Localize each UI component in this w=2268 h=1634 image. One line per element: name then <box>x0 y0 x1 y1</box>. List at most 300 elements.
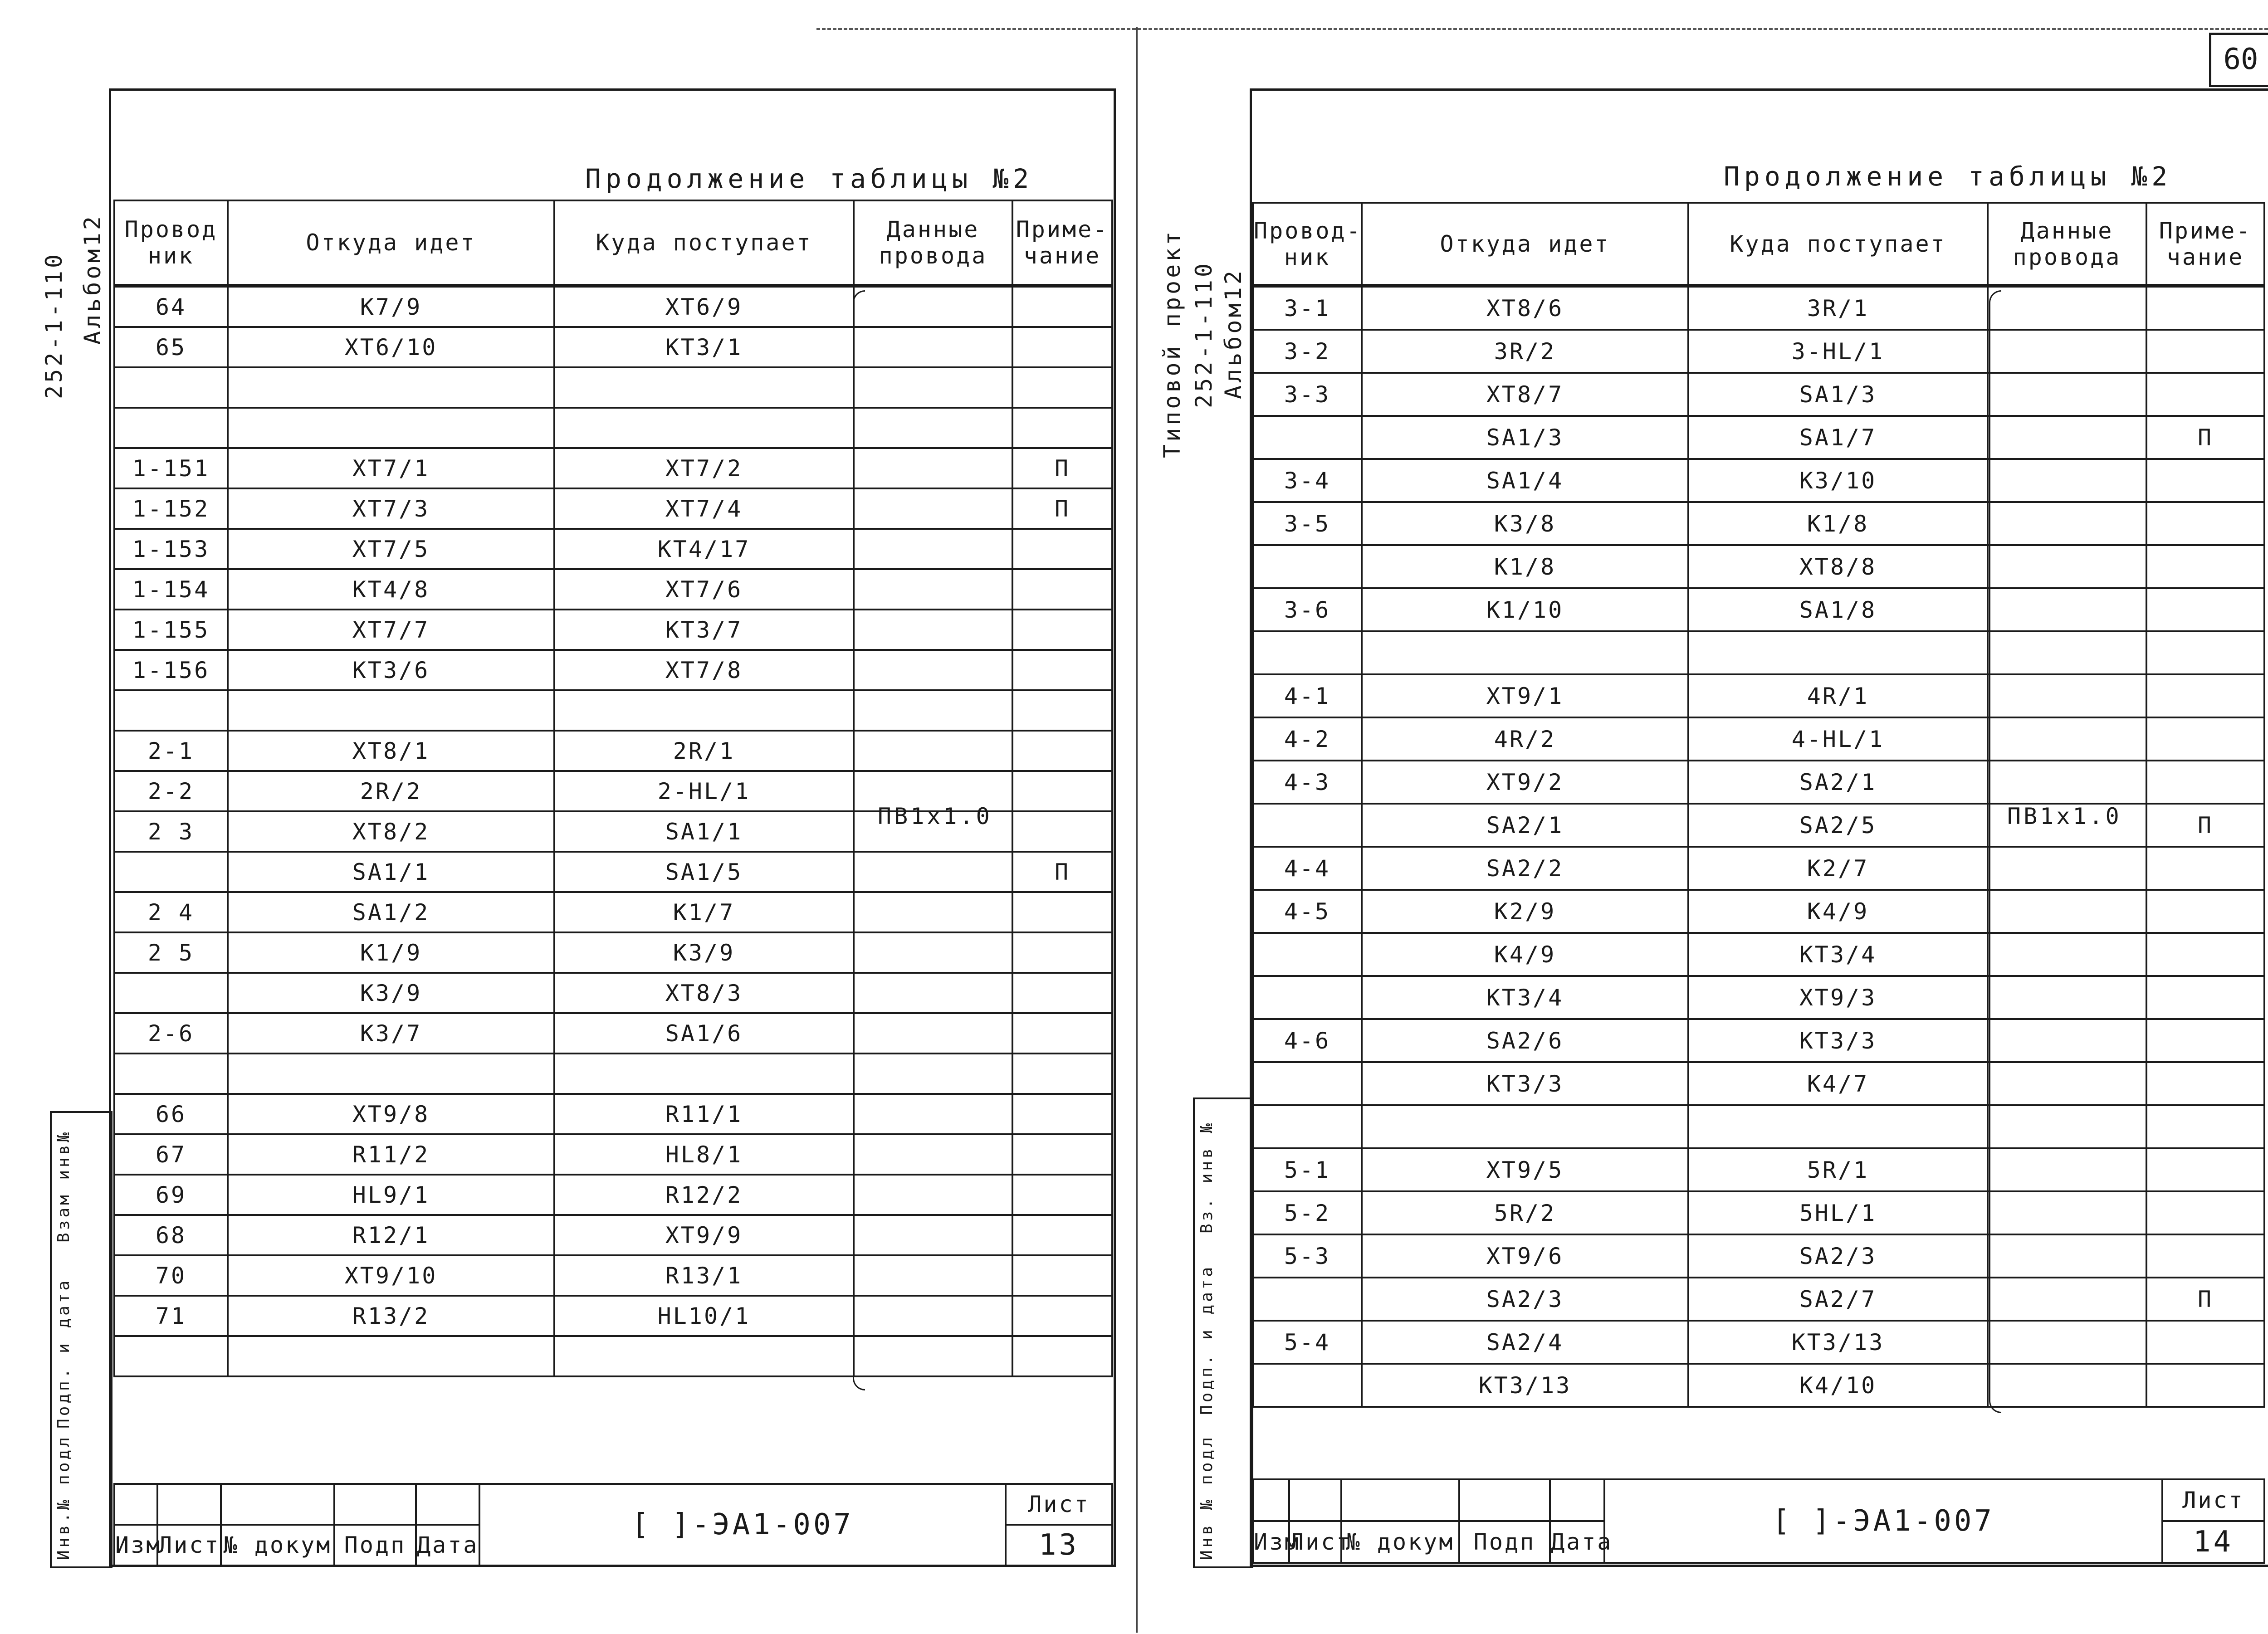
table-row <box>114 1175 1112 1215</box>
table-row <box>114 852 1112 892</box>
cell-wire: 4-6 <box>1253 1019 1362 1062</box>
cell-from: SA2/3 <box>1362 1278 1688 1321</box>
right-hdr-wire: Провод-ник <box>1253 203 1362 285</box>
right-sheet-label: Лист <box>2162 1479 2264 1521</box>
cell-to: KT3/3 <box>1688 1019 1988 1062</box>
cell-note <box>1012 287 1112 327</box>
cell-wire: 3-3 <box>1253 373 1362 416</box>
cell-from <box>1362 631 1688 674</box>
cell-data <box>854 731 1012 771</box>
cell-note <box>2146 545 2264 588</box>
right-hdr-data: Данные провода <box>1988 203 2146 285</box>
cell-data <box>854 610 1012 650</box>
cell-wire <box>1253 1278 1362 1321</box>
cell-data <box>854 852 1012 892</box>
table-row <box>1253 1062 2264 1105</box>
cell-note: П <box>2146 804 2264 847</box>
cell-from: SA2/6 <box>1362 1019 1688 1062</box>
table-row <box>114 932 1112 973</box>
cell-wire <box>1253 976 1362 1019</box>
cell-wire: 65 <box>114 327 228 367</box>
left-hdr-data: Данные провода <box>854 200 1012 285</box>
right-tb-izm: Изм <box>1253 1521 1289 1563</box>
cell-to: XT7/2 <box>554 448 854 488</box>
left-hdr-to: Куда поступает <box>554 200 854 285</box>
cell-to: 4-HL/1 <box>1688 717 1988 761</box>
table-row <box>114 1094 1112 1134</box>
cell-data <box>1988 761 2146 804</box>
cell-wire: 5-2 <box>1253 1191 1362 1234</box>
cell-note <box>1012 327 1112 367</box>
cell-note <box>1012 408 1112 448</box>
cell-wire: 1-151 <box>114 448 228 488</box>
cell-data <box>854 1336 1012 1376</box>
table-row <box>1253 1148 2264 1191</box>
cell-note <box>2146 761 2264 804</box>
cell-from: 5R/2 <box>1362 1191 1688 1234</box>
cell-to: K2/7 <box>1688 847 1988 890</box>
fold-line <box>1136 27 1138 1633</box>
right-sheet-number: 14 <box>2162 1521 2264 1563</box>
cell-to: SA2/5 <box>1688 804 1988 847</box>
cell-from: XT7/7 <box>228 610 554 650</box>
cell-from: XT7/5 <box>228 529 554 569</box>
cell-to <box>554 690 854 731</box>
cell-from: 4R/2 <box>1362 717 1688 761</box>
cell-wire: 2 3 <box>114 811 228 852</box>
cell-from: 3R/2 <box>1362 330 1688 373</box>
cell-wire <box>1253 1364 1362 1407</box>
cell-from: XT8/1 <box>228 731 554 771</box>
right-stamp-1: Вз. инв № <box>1198 1120 1216 1234</box>
cell-note <box>1012 610 1112 650</box>
cell-wire: 66 <box>114 1094 228 1134</box>
cell-wire <box>1253 631 1362 674</box>
left-tb-list: Лист <box>157 1525 221 1566</box>
cell-from: SA1/2 <box>228 892 554 932</box>
cell-wire <box>114 367 228 408</box>
table-row <box>1253 373 2264 416</box>
cell-to: SA2/7 <box>1688 1278 1988 1321</box>
table-row <box>114 610 1112 650</box>
cell-to: KT3/4 <box>1688 933 1988 976</box>
cell-data <box>854 408 1012 448</box>
table-row <box>1253 1191 2264 1234</box>
cell-note <box>2146 1105 2264 1148</box>
cell-data <box>1988 1278 2146 1321</box>
cell-to: K4/10 <box>1688 1364 1988 1407</box>
cell-note <box>1012 1054 1112 1094</box>
cell-data <box>1988 1234 2146 1278</box>
cell-from: K1/10 <box>1362 588 1688 631</box>
left-caption: Продолжение таблицы №2 <box>585 163 1034 194</box>
cell-note <box>1012 731 1112 771</box>
cell-note <box>1012 932 1112 973</box>
cell-from: XT7/1 <box>228 448 554 488</box>
table-row <box>1253 545 2264 588</box>
cell-wire: 2 4 <box>114 892 228 932</box>
cell-data <box>854 932 1012 973</box>
cell-wire <box>1253 1105 1362 1148</box>
left-tb-date: Дата <box>416 1525 479 1566</box>
cell-note <box>1012 1134 1112 1175</box>
table-row <box>1253 287 2264 330</box>
left-wire-spec: ПВ1х1.0 <box>878 803 992 829</box>
left-tb-izm: Изм <box>114 1525 157 1566</box>
table-row <box>114 448 1112 488</box>
cell-from: SA2/1 <box>1362 804 1688 847</box>
cell-to: HL10/1 <box>554 1296 854 1336</box>
table-row <box>1253 588 2264 631</box>
cell-note <box>1012 1013 1112 1054</box>
table-row <box>1253 1321 2264 1364</box>
cell-wire <box>114 1336 228 1376</box>
cell-to: SA1/5 <box>554 852 854 892</box>
cell-note <box>1012 1175 1112 1215</box>
cell-note: П <box>1012 852 1112 892</box>
cell-note <box>1012 771 1112 811</box>
right-title-block <box>1252 1478 2265 1564</box>
cell-from: KT4/8 <box>228 569 554 610</box>
table-row <box>1253 1105 2264 1148</box>
cell-data <box>1988 287 2146 330</box>
table-row <box>1253 1019 2264 1062</box>
cell-from: XT9/6 <box>1362 1234 1688 1278</box>
cell-to: K1/7 <box>554 892 854 932</box>
page-number-box <box>2209 33 2268 87</box>
cell-to: SA1/1 <box>554 811 854 852</box>
cell-note <box>2146 717 2264 761</box>
left-sheet-number: 13 <box>1006 1525 1112 1566</box>
cell-from: KT3/3 <box>1362 1062 1688 1105</box>
right-tb-list: Лист <box>1289 1521 1341 1563</box>
cell-note <box>1012 529 1112 569</box>
cell-note <box>2146 933 2264 976</box>
table-row <box>114 731 1112 771</box>
cell-wire <box>1253 545 1362 588</box>
cell-data <box>854 488 1012 529</box>
table-row <box>114 287 1112 327</box>
cell-to: KT3/7 <box>554 610 854 650</box>
cell-data <box>854 1013 1012 1054</box>
cell-data <box>854 650 1012 690</box>
cell-note <box>2146 1364 2264 1407</box>
cell-from: XT6/10 <box>228 327 554 367</box>
cell-note <box>2146 1191 2264 1234</box>
cell-to <box>1688 631 1988 674</box>
cell-wire: 64 <box>114 287 228 327</box>
cell-from: XT9/5 <box>1362 1148 1688 1191</box>
cell-from: K1/9 <box>228 932 554 973</box>
table-row <box>1253 330 2264 373</box>
cell-to: K4/9 <box>1688 890 1988 933</box>
table-row <box>1253 933 2264 976</box>
left-stamp-2: Подп. и дата <box>54 1278 73 1429</box>
cell-data <box>1988 459 2146 502</box>
cell-to <box>554 408 854 448</box>
left-brace <box>853 290 865 1390</box>
table-row <box>114 892 1112 932</box>
cell-to: XT8/8 <box>1688 545 1988 588</box>
cell-to: K3/10 <box>1688 459 1988 502</box>
cell-to: 3R/1 <box>1688 287 1988 330</box>
cell-wire: 1-152 <box>114 488 228 529</box>
table-row <box>1253 1234 2264 1278</box>
cell-note <box>2146 287 2264 330</box>
cell-to: SA1/7 <box>1688 416 1988 459</box>
cell-wire <box>114 408 228 448</box>
cell-to: K4/7 <box>1688 1062 1988 1105</box>
cell-wire <box>1253 804 1362 847</box>
cell-wire: 70 <box>114 1255 228 1296</box>
cell-note <box>2146 631 2264 674</box>
table-row <box>1253 847 2264 890</box>
cell-from <box>228 1336 554 1376</box>
cell-data <box>1988 502 2146 545</box>
cell-to: R11/1 <box>554 1094 854 1134</box>
cell-wire: 2-2 <box>114 771 228 811</box>
cell-data <box>854 327 1012 367</box>
cell-to: XT7/6 <box>554 569 854 610</box>
cell-to: K3/9 <box>554 932 854 973</box>
right-tb-date: Дата <box>1550 1521 1604 1563</box>
cell-wire <box>1253 933 1362 976</box>
cell-to: K1/8 <box>1688 502 1988 545</box>
left-hdr-note: Приме-чание <box>1012 200 1112 285</box>
right-header <box>1252 202 2265 286</box>
table-row <box>1253 976 2264 1019</box>
cell-data <box>854 892 1012 932</box>
cell-from: KT3/6 <box>228 650 554 690</box>
cell-data <box>1988 631 2146 674</box>
cell-from: K3/8 <box>1362 502 1688 545</box>
cell-to: XT6/9 <box>554 287 854 327</box>
cell-from: SA1/3 <box>1362 416 1688 459</box>
left-rows <box>113 286 1113 1377</box>
table-row <box>114 1336 1112 1376</box>
table-row <box>114 408 1112 448</box>
cell-note <box>2146 1062 2264 1105</box>
cell-data <box>854 1094 1012 1134</box>
cell-wire <box>114 973 228 1013</box>
cell-data <box>854 287 1012 327</box>
cell-note <box>2146 674 2264 717</box>
page-number: 60 <box>2223 43 2258 76</box>
cell-from: KT3/13 <box>1362 1364 1688 1407</box>
cell-data <box>854 690 1012 731</box>
cell-wire: 1-154 <box>114 569 228 610</box>
table-row <box>114 690 1112 731</box>
cell-from <box>228 408 554 448</box>
cell-to: KT3/1 <box>554 327 854 367</box>
cell-from: R13/2 <box>228 1296 554 1336</box>
table-row <box>114 1215 1112 1255</box>
cell-to: XT8/3 <box>554 973 854 1013</box>
cell-to: XT9/9 <box>554 1215 854 1255</box>
cell-to <box>554 1054 854 1094</box>
table-row <box>114 327 1112 367</box>
cell-note <box>1012 973 1112 1013</box>
cell-from: XT9/2 <box>1362 761 1688 804</box>
cell-to: KT3/13 <box>1688 1321 1988 1364</box>
right-brace <box>1989 290 2001 1413</box>
cell-to: 5HL/1 <box>1688 1191 1988 1234</box>
table-row <box>114 488 1112 529</box>
table-row <box>1253 416 2264 459</box>
cell-from: XT8/7 <box>1362 373 1688 416</box>
right-side-project: 252-1-110 <box>1191 261 1217 408</box>
cell-from: 2R/2 <box>228 771 554 811</box>
cell-data <box>854 973 1012 1013</box>
table-row <box>1253 1364 2264 1407</box>
cell-wire: 3-6 <box>1253 588 1362 631</box>
left-stamp-1: Взам инв№ <box>54 1129 73 1243</box>
cell-from: SA2/4 <box>1362 1321 1688 1364</box>
right-stamp-3: Инв № подл <box>1198 1434 1216 1560</box>
cell-note <box>2146 459 2264 502</box>
cell-wire: 2-1 <box>114 731 228 771</box>
cell-note: П <box>2146 416 2264 459</box>
cell-wire: 4-1 <box>1253 674 1362 717</box>
cell-from <box>228 690 554 731</box>
table-row <box>1253 631 2264 674</box>
cell-to: SA1/3 <box>1688 373 1988 416</box>
table-row <box>1253 459 2264 502</box>
right-hdr-to: Куда поступает <box>1688 203 1988 285</box>
cell-wire <box>1253 1062 1362 1105</box>
left-hdr-wire: Провод ник <box>114 200 228 285</box>
cell-to <box>554 1336 854 1376</box>
cell-note <box>1012 892 1112 932</box>
cell-to: 2R/1 <box>554 731 854 771</box>
cell-data <box>854 1134 1012 1175</box>
cell-wire: 3-4 <box>1253 459 1362 502</box>
table-row <box>1253 890 2264 933</box>
cell-to: R13/1 <box>554 1255 854 1296</box>
cell-to: KT4/17 <box>554 529 854 569</box>
table-row <box>1253 674 2264 717</box>
cell-data <box>854 569 1012 610</box>
cell-from: K3/7 <box>228 1013 554 1054</box>
cell-data <box>854 1054 1012 1094</box>
cell-data <box>1988 847 2146 890</box>
right-tb-sign: Подп <box>1459 1521 1550 1563</box>
cell-wire: 67 <box>114 1134 228 1175</box>
left-tb-sign: Подп <box>334 1525 416 1566</box>
cell-from: R11/2 <box>228 1134 554 1175</box>
cell-data <box>854 1296 1012 1336</box>
cell-data <box>1988 674 2146 717</box>
cell-data <box>1988 588 2146 631</box>
cell-to: XT9/3 <box>1688 976 1988 1019</box>
left-sheet-label: Лист <box>1006 1484 1112 1525</box>
cell-note <box>2146 1019 2264 1062</box>
top-dashed-line <box>816 28 2268 30</box>
right-side-album: Альбом12 <box>1220 268 1246 399</box>
right-doc-code: [ ]-ЭА1-007 <box>1604 1479 2162 1563</box>
cell-data <box>1988 1148 2146 1191</box>
left-header <box>113 200 1113 286</box>
cell-from: SA1/1 <box>228 852 554 892</box>
cell-data <box>1988 1191 2146 1234</box>
cell-wire: 4-4 <box>1253 847 1362 890</box>
table-row <box>114 1255 1112 1296</box>
cell-to <box>1688 1105 1988 1148</box>
cell-wire: 5-1 <box>1253 1148 1362 1191</box>
cell-data <box>1988 1105 2146 1148</box>
table-row <box>1253 1278 2264 1321</box>
cell-note: П <box>1012 488 1112 529</box>
cell-data <box>1988 416 2146 459</box>
table-row <box>1253 761 2264 804</box>
cell-note <box>1012 367 1112 408</box>
cell-note: П <box>2146 1278 2264 1321</box>
cell-wire: 1-153 <box>114 529 228 569</box>
cell-note <box>1012 1336 1112 1376</box>
cell-to <box>554 367 854 408</box>
left-title-block <box>113 1483 1113 1566</box>
cell-to: SA1/6 <box>554 1013 854 1054</box>
right-stamp-2: Подп. и дата <box>1198 1264 1216 1415</box>
left-hdr-from: Откуда идет <box>228 200 554 285</box>
cell-from: R12/1 <box>228 1215 554 1255</box>
cell-wire <box>114 852 228 892</box>
cell-note <box>2146 976 2264 1019</box>
table-row <box>1253 502 2264 545</box>
cell-from: KT3/4 <box>1362 976 1688 1019</box>
cell-wire: 68 <box>114 1215 228 1255</box>
cell-wire <box>1253 416 1362 459</box>
left-stamp-3: Инв.№ подл <box>54 1434 73 1560</box>
cell-from: XT9/8 <box>228 1094 554 1134</box>
cell-to: 4R/1 <box>1688 674 1988 717</box>
cell-wire: 4-2 <box>1253 717 1362 761</box>
cell-data <box>1988 717 2146 761</box>
cell-wire: 1-156 <box>114 650 228 690</box>
table-row <box>114 529 1112 569</box>
cell-wire: 5-3 <box>1253 1234 1362 1278</box>
right-rows <box>1252 286 2265 1408</box>
cell-note <box>2146 1234 2264 1278</box>
table-row <box>114 650 1112 690</box>
cell-from: K3/9 <box>228 973 554 1013</box>
table-row <box>114 1296 1112 1336</box>
cell-from <box>228 1054 554 1094</box>
cell-wire: 1-155 <box>114 610 228 650</box>
cell-from: K4/9 <box>1362 933 1688 976</box>
cell-data <box>854 1215 1012 1255</box>
cell-data <box>1988 330 2146 373</box>
cell-note <box>1012 690 1112 731</box>
cell-data <box>1988 1364 2146 1407</box>
right-hdr-note: Приме-чание <box>2146 203 2264 285</box>
cell-data <box>854 1255 1012 1296</box>
cell-wire: 2 5 <box>114 932 228 973</box>
table-row <box>114 569 1112 610</box>
cell-data <box>1988 1062 2146 1105</box>
cell-from <box>1362 1105 1688 1148</box>
cell-from: XT9/1 <box>1362 674 1688 717</box>
cell-note <box>1012 811 1112 852</box>
cell-wire <box>114 690 228 731</box>
cell-data <box>1988 976 2146 1019</box>
cell-data <box>854 448 1012 488</box>
cell-note <box>1012 650 1112 690</box>
cell-data <box>854 529 1012 569</box>
cell-from: XT9/10 <box>228 1255 554 1296</box>
table-row <box>114 973 1112 1013</box>
right-wire-spec: ПВ1х1.0 <box>2007 803 2122 829</box>
